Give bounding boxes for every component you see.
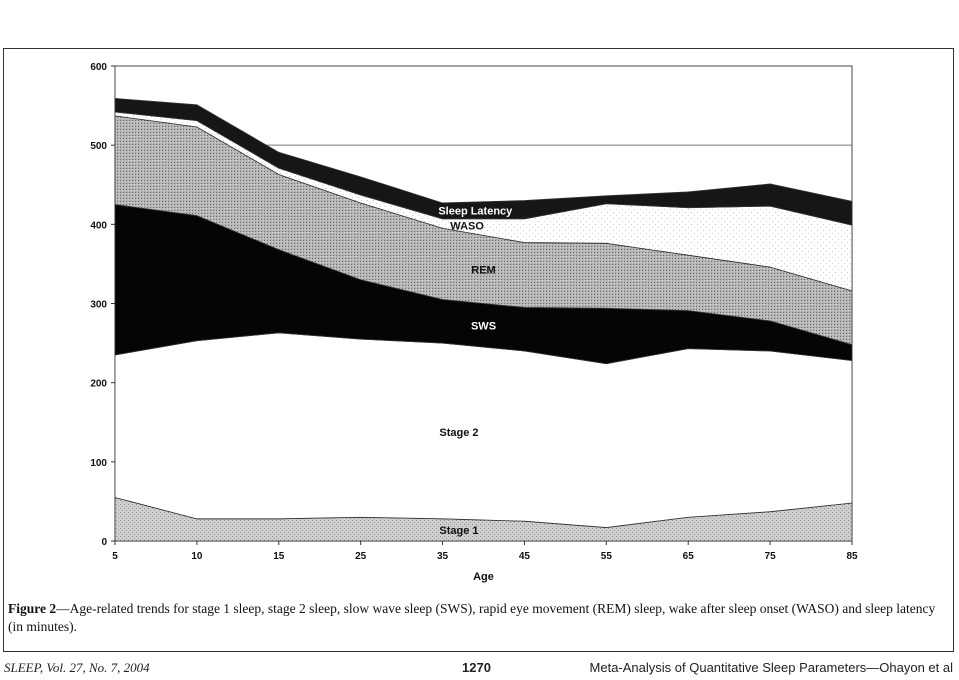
x-tick-label: 5	[112, 551, 118, 562]
x-tick-label: 25	[355, 551, 367, 562]
footer-running-title: Meta-Analysis of Quantitative Sleep Parameters—Ohayon et al	[589, 660, 953, 675]
y-tick-label: 100	[90, 457, 107, 469]
footer-page-number: 1270	[462, 660, 491, 675]
y-tick-label: 0	[101, 537, 107, 548]
series-label-sleep-latency: Sleep Latency	[438, 205, 513, 218]
series-label-rem: REM	[471, 264, 496, 277]
series-label-stage-2: Stage 2	[439, 426, 479, 439]
y-tick-label: 500	[90, 141, 107, 153]
y-tick-label: 300	[90, 299, 107, 311]
x-axis-title: Age	[473, 571, 494, 583]
x-tick-label: 65	[682, 551, 694, 562]
x-tick-label: 85	[846, 551, 858, 562]
x-tick-label: 10	[191, 551, 203, 562]
series-label-stage-1: Stage 1	[439, 525, 479, 538]
y-tick-label: 200	[90, 378, 107, 390]
x-tick-label: 45	[518, 551, 531, 562]
x-tick-label: 55	[600, 551, 612, 562]
area-stage-2	[115, 333, 852, 528]
caption-text: —Age-related trends for stage 1 sleep, stage 2 sleep, slow wave sleep (SWS), rapid eye movement (REM) sleep, wake after sleep onset (WASO) and sleep latency (in minutes).	[8, 601, 936, 634]
series-label-waso: WASO	[450, 220, 484, 233]
series-label-sws: SWS	[470, 320, 497, 333]
x-tick-label: 35	[436, 551, 449, 562]
y-tick-label: 600	[90, 62, 107, 73]
x-tick-label: 75	[764, 551, 776, 562]
footer-journal: SLEEP, Vol. 27, No. 7, 2004	[4, 660, 150, 675]
stacked-area-chart	[0, 48, 959, 600]
figure-caption	[8, 600, 948, 636]
y-tick-label: 400	[90, 220, 107, 232]
x-tick-label: 15	[273, 551, 285, 562]
caption-label: Figure 2	[8, 601, 57, 616]
